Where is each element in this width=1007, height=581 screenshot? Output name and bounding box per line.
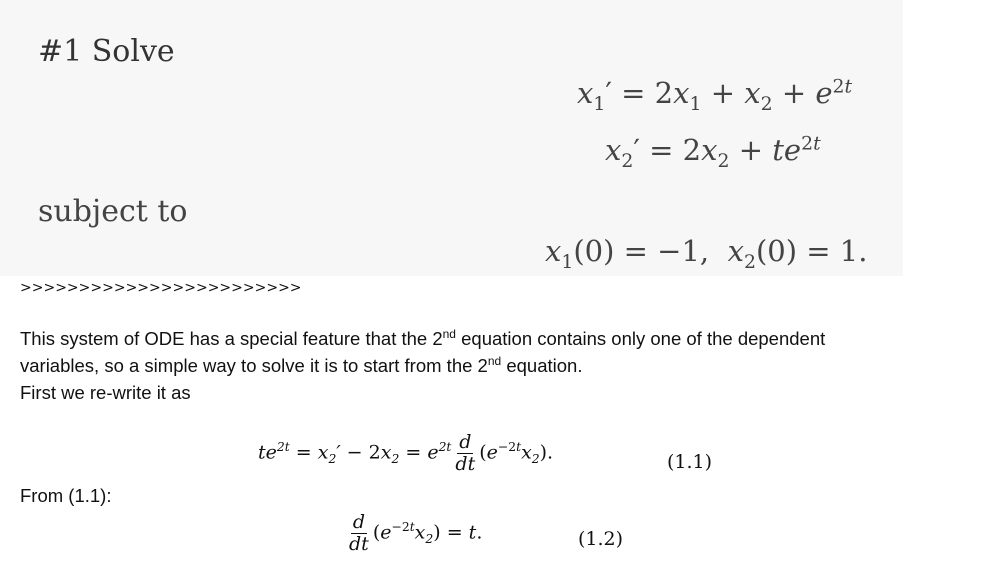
superscript: nd <box>442 326 456 341</box>
equation-x1-prime: $x_1' = 2x_1 + x_2 + e^{2t}$ <box>577 76 853 115</box>
problem-title: #1 Solve <box>38 34 175 69</box>
paragraph-line-1 <box>20 328 825 350</box>
equation-x2-prime: $x_2' = 2x_2 + te^{2t}$ <box>605 133 821 172</box>
equation-tag-1-1: (1.1) <box>667 451 713 473</box>
equation-tag-1-2: (1.2) <box>578 528 624 550</box>
text-segment: equation. <box>501 355 583 376</box>
from-label: From (1.1): <box>20 485 112 506</box>
subject-to-label: subject to <box>38 194 188 229</box>
text-segment: equation contains only one of the dependent <box>456 328 826 349</box>
paragraph-line-3: First we re-write it as <box>20 382 191 403</box>
separator-line: >>>>>>>>>>>>>>>>>>>>>>>> <box>20 280 302 296</box>
paragraph-line-2 <box>20 355 582 377</box>
equation-1-2: $\frac{d}{dt}$ $(e^{-2t}x_2) = t$. <box>349 511 483 555</box>
initial-conditions: $x_1(0) = -1$, $x_2(0) = 1$. <box>545 234 868 273</box>
text-segment: This system of ODE has a special feature that the 2 <box>20 328 443 349</box>
text-segment: variables, so a simple way to solve it is to start from the 2 <box>20 355 488 376</box>
equation-1-1: $te^{2t} = x_2' - 2x_2 = e^{2t}$ $\frac{d}{dt}$ $(e^{-2t}x_2)$. <box>258 431 554 475</box>
superscript: nd <box>487 353 502 368</box>
